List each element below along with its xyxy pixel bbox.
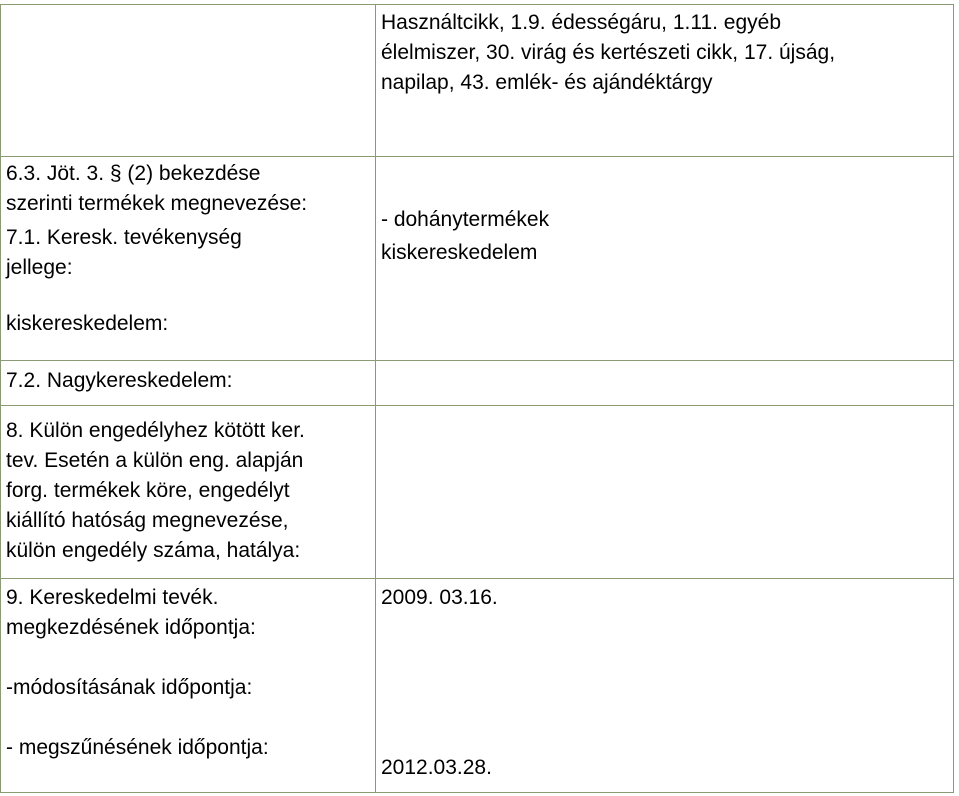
row1-left-cell: [1, 5, 376, 157]
table-row: [1, 579, 954, 793]
start-date-value: 2009. 03.16.: [381, 586, 498, 609]
termination-date-value: 2012.03.28.: [381, 756, 492, 779]
row3-right-cell: [376, 361, 954, 406]
table-row: [1, 157, 954, 361]
activity-type-label-2: jellege:: [6, 256, 73, 279]
row2-left-cell: [1, 157, 376, 361]
row1-right-cell: [376, 5, 954, 157]
row3-left-cell: [1, 361, 376, 406]
row4-left-cell: [1, 406, 376, 579]
special-permit-label-3: forg. termékek köre, engedélyt: [6, 479, 290, 502]
special-permit-label-4: kiállító hatóság megnevezése,: [6, 509, 289, 532]
special-permit-label-2: tev. Esetén a külön eng. alapján: [6, 449, 304, 472]
retail-label: kiskereskedelem:: [6, 312, 169, 335]
modification-date-label: -módosításának időpontja:: [6, 676, 253, 699]
registry-table: [0, 4, 954, 793]
row5-left-cell: [1, 579, 376, 793]
table-row: [1, 406, 954, 579]
row4-right-cell: [376, 406, 954, 579]
table-row: [1, 5, 954, 157]
special-permit-label-1: 8. Külön engedélyhez kötött ker.: [6, 419, 305, 442]
table-row: [1, 361, 954, 406]
jot-products-value: - dohánytermékek: [381, 208, 550, 231]
product-list-line-1: Használtcikk, 1.9. édességáru, 1.11. egyéb: [381, 11, 782, 34]
start-date-label-1: 9. Kereskedelmi tevék.: [6, 586, 219, 609]
start-date-label-2: megkezdésének időpontja:: [6, 616, 256, 639]
termination-date-label: - megszűnésének időpontja:: [6, 736, 269, 759]
row5-right-cell: [376, 579, 954, 793]
row2-right-cell: [376, 157, 954, 361]
jot-section-label-2: szerinti termékek megnevezése:: [6, 192, 308, 215]
product-list-line-2: élelmiszer, 30. virág és kertészeti cikk, 17. újság,: [381, 41, 836, 64]
activity-type-label-1: 7.1. Keresk. tevékenység: [6, 226, 242, 249]
special-permit-label-5: külön engedély száma, hatálya:: [6, 539, 301, 562]
wholesale-label: 7.2. Nagykereskedelem:: [6, 369, 233, 392]
activity-type-value: kiskereskedelem: [381, 241, 538, 264]
product-list-line-3: napilap, 43. emlék- és ajándéktárgy: [381, 71, 713, 94]
jot-section-label-1: 6.3. Jöt. 3. § (2) bekezdése: [6, 162, 261, 185]
